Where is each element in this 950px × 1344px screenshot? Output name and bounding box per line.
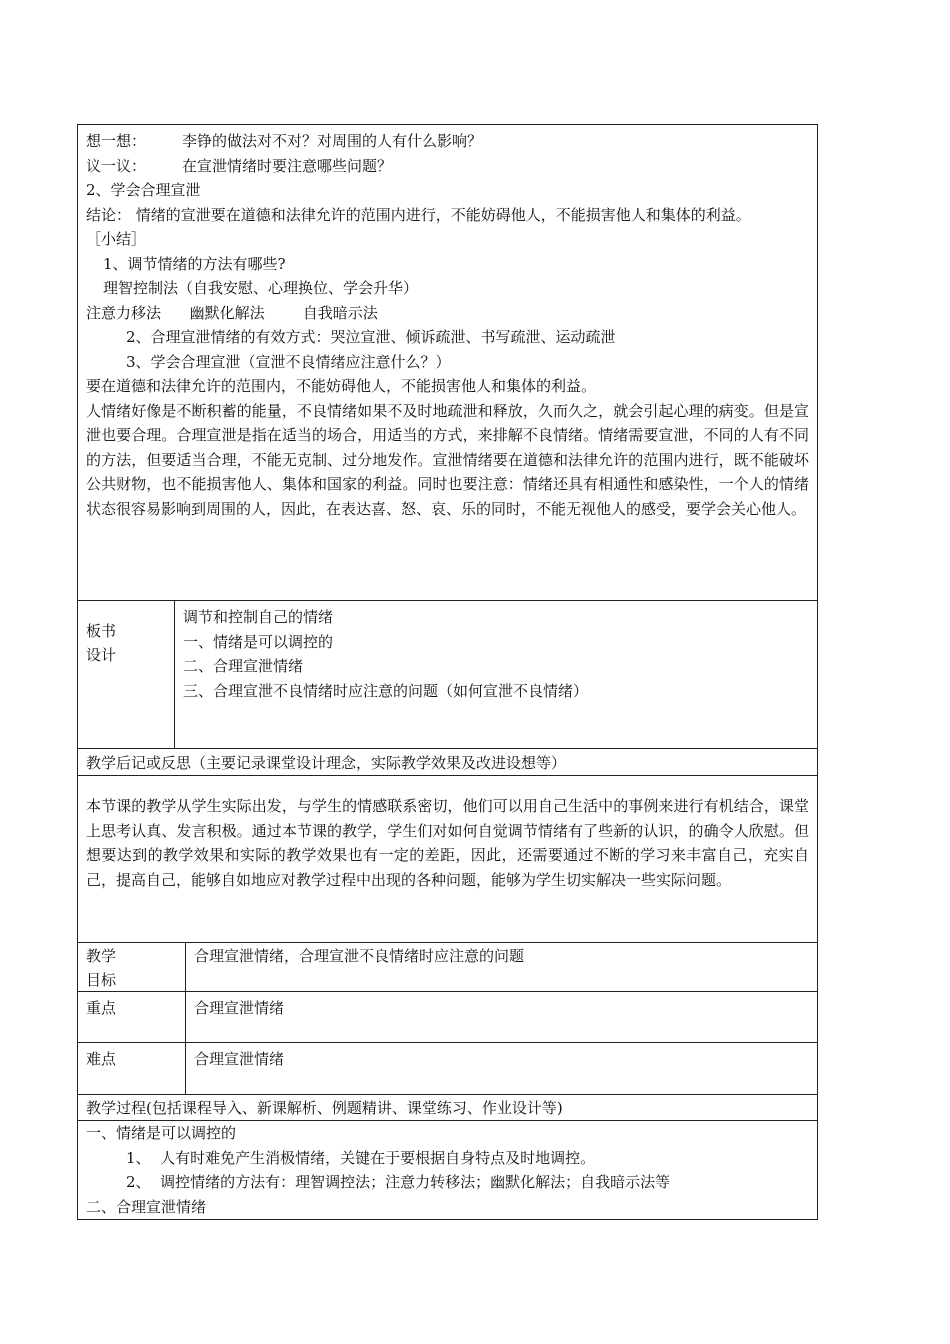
board-design-label [78,601,175,748]
summary-tag: ［小结］ [86,230,147,248]
summary-item-1: 1、调节情绪的方法有哪些? [103,254,286,273]
summary-paragraph: 人情绪好像是不断积蓄的能量，不良情绪如果不及时地疏泄和释放，久而久之，就会引起心理的病变。但是宣泄也要合理。合理宣泄是指在适当的场合，用适当的方式，来排解不良情绪。情绪需要宣泄，不同的人有不同的方法，但要适当合理，不能无克制、过分地发作。宣泄情绪要在道德和法律允许的范围内进行，既不能破坏公共财物，也不能损害他人、集体和国家的利益。同时也要注意：情绪还具有相通性和感染性，一个人的情绪状态很容易影响到周围的人，因此，在表达喜、怒、哀、乐的同时，不能无视他人的感受，要学会关心他人。 [86,401,809,518]
goals-text: 合理宣泄情绪，合理宣泄不良情绪时应注意的问题 [194,947,525,965]
process-body [77,1120,818,1220]
goals-label-1: 教学 [86,947,117,965]
summary-item-2: 2、合理宣泄情绪的有效方式：哭泣宣泄、倾诉疏泄、书写疏泄、运动疏泄 [126,328,616,346]
board-line-3: 二、合理宣泄情绪 [183,657,304,675]
summary-method-2: 注意力移法 幽默化解法 自我暗示法 [86,303,378,322]
process-header [77,1094,818,1120]
key-point-text: 合理宣泄情绪 [194,999,285,1017]
summary-section [77,124,818,600]
goals-label [78,943,186,991]
key-point-label: 重点 [78,992,186,1042]
board-design-row [77,600,818,748]
reflection-text: 本节课的教学从学生实际出发，与学生的情感联系密切，他们可以用自己生活中的事例来进行有机结合，课堂上思考认真、发言积极。通过本节课的教学，学生们对如何自觉调节情绪有了些新的认识，的确令人欣慰。但想要达到的教学效果和实际的教学效果也有一定的差距，因此，还需要通过不断的学习来丰富自己，充实自己，提高自己，能够自如地应对教学过程中出现的各种问题，能够为学生切实解决一些实际问题。 [86,797,809,889]
process-line-2 [86,1146,809,1171]
difficulty-content [186,1043,817,1094]
subheading: 2、学会合理宣泄 [86,181,201,199]
conclusion: 结论： 情绪的宣泄要在道德和法律允许的范围内进行，不能妨碍他人，不能损害他人和集体的利益。 [86,205,751,224]
difficulty-row [77,1042,818,1094]
discuss-label: 议一议： [86,156,147,175]
reflection-body [77,775,818,942]
process-text-2: 调控情绪的方法有：理智调控法；注意力转移法；幽默化解法；自我暗示法等 [160,1173,671,1191]
process-line-1: 一、情绪是可以调控的 [86,1124,237,1142]
process-header-text: 教学过程(包括课程导入、新课解析、例题精讲、课堂练习、作业设计等) [86,1099,563,1117]
board-label-2: 设计 [86,646,117,664]
think-label: 想一想： [86,132,147,150]
summary-method-1: 理智控制法（自我安慰、心理换位、学会升华） [103,279,419,297]
process-num-1: 1、 [126,1148,151,1167]
goals-label-2: 目标 [86,971,117,989]
think-line [86,129,809,154]
process-line-4: 二、合理宣泄情绪 [86,1197,207,1216]
reflection-header [77,748,818,775]
summary-rule: 要在道德和法律允许的范围内，不能妨碍他人，不能损害他人和集体的利益。 [86,377,597,395]
think-text: 李铮的做法对不对？对周围的人有什么影响？ [182,132,483,150]
board-line-2: 一、情绪是可以调控的 [183,632,334,651]
reflection-header-text: 教学后记或反思（主要记录课堂设计理念，实际教学效果及改进设想等） [86,754,567,772]
process-line-3 [86,1170,809,1195]
summary-item-3: 3、学会合理宣泄（宣泄不良情绪应注意什么？） [126,352,451,371]
board-label-1: 板书 [86,622,117,640]
difficulty-text: 合理宣泄情绪 [194,1050,285,1068]
key-point-content [186,992,817,1042]
discuss-line [86,154,809,179]
process-text-1: 人有时难免产生消极情绪，关键在于要根据自身特点及时地调控。 [160,1148,596,1167]
board-line-4: 三、合理宣泄不良情绪时应注意的问题（如何宣泄不良情绪） [183,681,589,700]
process-num-2: 2、 [126,1173,151,1191]
goals-row [77,942,818,991]
board-line-1: 调节和控制自己的情绪 [183,608,334,626]
difficulty-label: 难点 [78,1043,186,1094]
board-design-content [175,601,817,748]
lesson-plan-table [77,124,818,1220]
key-point-row [77,991,818,1042]
discuss-text: 在宣泄情绪时要注意哪些问题？ [182,156,393,175]
goals-content [186,943,817,991]
